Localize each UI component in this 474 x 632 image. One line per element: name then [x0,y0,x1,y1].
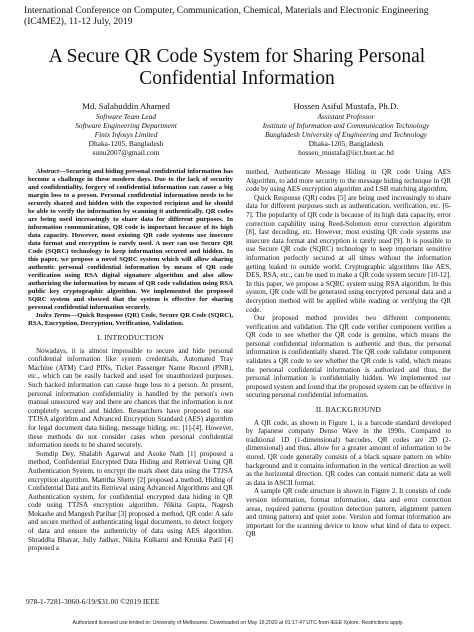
right-column [246,168,451,539]
author-dept: Institute of Information and Communication Technology [262,121,430,130]
author-dept: Software Engineering Department [75,121,177,130]
copyright-isbn: 978-1-7281-3060-6/19/$31.00 ©2019 IEEE [26,597,160,606]
paragraph: Nowadays, it is almost impossible to secure and hide personal confidential information like system credentials, Automated Tray Machine (ATM) Card PINs, Ticket Passenger Name Record (PNR), etc., which can be easily hacked and used for unauthorized purposes. Such hacked information can cause huge loss to a person. At present, personal information confidentiality is handled by the person's own manual unsecured way and there are chances that the information is not completely secured and hidden. Researchers have proposed to use TTJSA algorithm and Advanced Encryption Standard (AES) algorithm for legal document data hiding, message hiding, etc. [1]-[4]. However, these methods do not consider cases when personal confidential information needs to be shared securely. [28,346,233,450]
paragraph: Somdip Dey, Shalabh Agarwal and Asoke Nath [1] proposed a method, Confidential Encrypted Data Hiding and Retrieval Using QR Authentication System, to encrypt the mark sheet data using the TTJSA encryption algorithm. Mamtha Shetty [2] proposed a method, Hiding of Confidential Data and its Retrieval using Advanced Algorithms and QR Authentication system, for confidential encrypted data hiding in QR code using TTJSA encryption algorithm. Nikita Gupta, Nagesh Mokashe and Mangesh Parihar [3] proposed a method, QR code: A safe and secure method of authenticating legal documents, to detect forgery of data and ensure the authenticity of data using AES algorithm. Shraddha Bhavar, Juily Jadhav, Nikita Kulkarni and Krutika Patil [4] proposed a [28,449,233,553]
left-column [28,168,233,553]
author-role: Assistant Professor [317,112,375,121]
author-city: Dhaka-1205, Bangladesh [88,139,164,148]
author-org: Finix Infosys Limited [94,130,158,139]
paragraph: A sample QR code structure is shown in Figure 2. It consists of code version information, format information, data and error correction areas, required patterns (position detection pattern, alignment pattern and timing pattern) and quiet zone. Version and format information are important for the scanning device to know what kind of data to expect. QR [246,487,451,539]
section-heading: I. INTRODUCTION [97,333,164,342]
abstract-lead: Abstract [36,168,60,175]
paragraph: Our proposed method provides two different components: verification and validation. The QR code verifier component verifies a QR code to see whether the QR code is genuine, which means the personal confidential information is authentic and thus, the personal information is confidentially shared. The QR code validator component validates a QR code to see whether the QR code is valid, which means the personal confidential information is authorized and thus, the personal information is confidentially hidden. We implemented our proposed system and found that the proposed system can be effective in securing personal confidential information. [246,314,451,400]
author-role: Software Team Lead [95,112,157,121]
abstract-text: —Securing and hiding personal confidential information has become a challenge in these modern days. Due to the lack of security and confidentiality, forgery of confidential information can cause a big margin loss to a person. Personal confidential information needs to be securely shared and hidden with the expected recipient and he should be able to verify the information by scanning it authentically. QR codes are being used increasingly to share data for different purposes. In information communication, QR code is important because of its high data capacity. However, most existing QR code systems use insecure data format and encryption is rarely used. A user can use Secure QR Code (SQRC) technology to keep information secured and hidden. In this paper, we propose a novel SQRC system which will allow sharing authentic personal confidential information by means of QR code verification using RSA digital signature algorithm and also allow authorizing the information by means of QR code validation using RSA public key cryptographic algorithm. We implemented the proposed SQRC system and showed that the system is effective for sharing personal confidential information securely. [28,168,233,311]
author-block-2 [246,101,446,157]
license-notice: Authorized licensed use limited to: University of Melbourne. Downloaded on May 16,2020 at 01:17:47 UTC from IEEE Xplore. Restrictions apply. [72,620,404,626]
index-terms-lead: Index Terms [36,312,71,319]
author-name: Md. Salahuddin Ahamed [82,101,170,111]
paragraph: Quick Response (QR) codes [5] are being used increasingly to share data for different purposes such as authentication, verification, etc. [6-7]. The popularity of QR code is because of its high data capacity, error correction capability using Reed-Solomon error correction algorithm [8], fast decoding, etc. However, most existing QR code systems use insecure data format and encryption is rarely used [9]. It is possible to use Secure QR code (SQRC) technology to keep important sensitive information perfectly secured at all times without the information getting leaked to outside world. Cryptographic algorithms like AES, DES, RSA, etc., can be used to make a QR code system secure [10-12]. In this paper, we propose a SQRC system using RSA algorithm. In this system, QR code will be generated using encrypted personal data and a decryption method will be applied while reading or verifying the QR code. [246,193,451,314]
section-heading: II. BACKGROUND [315,405,382,415]
author-name: Hossen Asiful Mustafa, Ph.D. [293,101,399,111]
paragraph: A QR code, as shown in Figure 1, is a barcode standard developed by Japanese company Denso Wave in the 1990s. Compared to traditional 1D (1-dimensional) barcodes, QR codes are 2D (2-dimensional) and thus, allow for a greater amount of information to be stored. QR code generally consists of a black square pattern on white background and it contains information in the vertical direction as well as the horizontal direction. QR codes can contain numeric data as well as data in ASCII format. [246,418,451,487]
index-terms [28,312,233,328]
author-city: Dhaka-1205, Bangladesh [308,139,384,148]
paper-title: A Secure QR Code System for Sharing Personal Confidential Information [48,46,426,89]
index-terms-text: —Quick Response (QR) Code, Secure QR Code (SQRC), RSA, Encryption, Decryption, Verification, Validation. [28,312,234,327]
author-block-1 [26,101,226,157]
paragraph: method, Authenticate Message Hiding in QR code Using AES Algorithm, to add more security to the message hiding technique in QR code by using AES encryption algorithm and LSB matching algorithm. [246,168,451,194]
author-email: hossen_mustafa@iict.buet.ac.bd [298,148,394,157]
author-org: Bangladesh University of Engineering and Technology [264,130,428,139]
abstract [28,168,233,312]
conference-header: International Conference on Computer, Communication, Chemical, Materials and Electronic Engineering (IC4ME2), 11-12 July, 2019 [24,5,429,27]
author-email: sunu2007@gmail.com [92,148,160,157]
